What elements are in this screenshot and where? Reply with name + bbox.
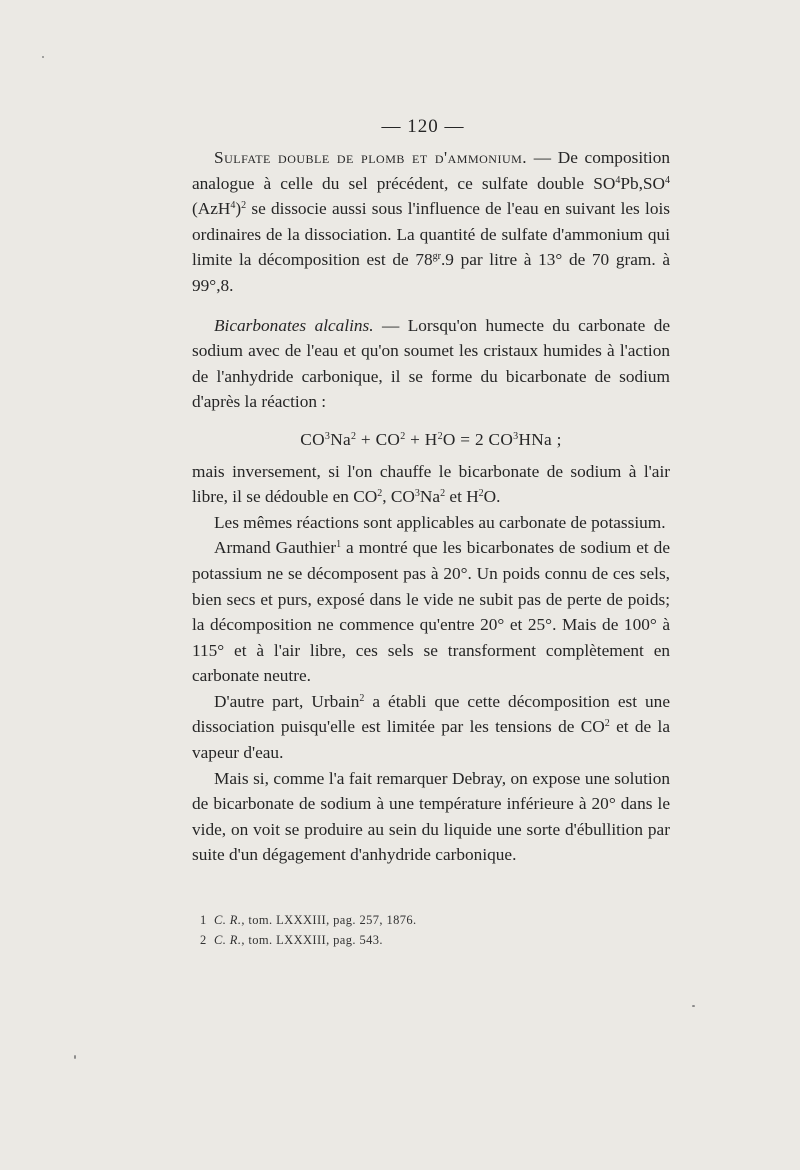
paragraph-urbain: D'autre part, Urbain$^2$ a établi que cette décomposition est une dissociation puisqu'elle est limitée par les tensions de $CO^2$ et de la vapeur d'eau. bbox=[192, 691, 670, 763]
paragraph-sulfate-double: Sulfate double de plomb et d'ammonium. — De composition analogue à celle du sel précédent, ce sulfate double $SO^4Pb,SO^4$ $(AzH^4)^2$ se dissocie aussi sous l'influence de l'eau en suivant les lois ordinaires de la dissociation. La quantité de sulfate d'ammonium qui limite la décomposition est de $78^{gr}.9$ par litre à 13° de 70 gram. à 99°,8. bbox=[192, 148, 671, 295]
paragraph-bicarbonates: Bicarbonates alcalins. — Lorsqu'on humecte du carbonate de sodium avec de l'eau et qu'on soumet les cristaux humides à l'action de l'anhydride carbonique, il se forme du bicarbonate de sodium d'après la réaction : bbox=[192, 315, 671, 412]
paper-speck bbox=[692, 1005, 695, 1007]
footnotes bbox=[200, 910, 660, 950]
footnote-2: 2 C. R., tom. LXXXIII, pag. 543. bbox=[200, 933, 383, 947]
paragraph-potassium: Les mêmes réactions sont applicables au carbonate de potassium. bbox=[214, 512, 666, 532]
footnote-ref-1: 1 bbox=[336, 539, 342, 551]
paragraph-spacer bbox=[192, 299, 670, 313]
body-text bbox=[192, 145, 670, 868]
paragraph-debray: Mais si, comme l'a fait remarquer Debray, on expose une solution de bicarbonate de sodium à une température inférieure à 20° dans le vide, on voit se produire au sein du liquide une sorte d'ébullition par suite d'un dégagement d'anhydride carbonique. bbox=[192, 768, 670, 865]
paragraph-inversement: mais inversement, si l'on chauffe le bicarbonate de sodium à l'air libre, il se dédouble en $CO^2$, $CO^3Na^2$ et $H^2O$. bbox=[192, 461, 670, 507]
page-number: — 120 — bbox=[381, 116, 465, 137]
section-heading-sulfate: Sulfate double de plomb et d'ammonium. bbox=[214, 148, 528, 167]
footnote-ref-2: 2 bbox=[359, 692, 365, 704]
section-heading-bicarbonates: Bicarbonates alcalins. bbox=[214, 315, 374, 335]
paragraph-gauthier: Armand Gauthier$^1$ a montré que les bicarbonates de sodium et de potassium ne se décomposent pas à 20°. Un poids connu de ces sels, bien secs et purs, exposé dans le vide ne subit pas de perte de poids; la décomposition ne commence qu'entre 20° et 25°. Mais de 100° à 115° et à l'air libre, ces sels se transforment complètement en carbonate neutre. bbox=[192, 538, 670, 686]
chemical-equation: $CO^3Na^2 + CO^2 + H^2O = 2$ $CO^3HNa$ ; bbox=[300, 429, 562, 449]
paper-speck bbox=[42, 56, 44, 58]
footnote-1: 1 C. R., tom. LXXXIII, pag. 257, 1876. bbox=[200, 913, 417, 927]
paper-speck bbox=[74, 1055, 76, 1059]
